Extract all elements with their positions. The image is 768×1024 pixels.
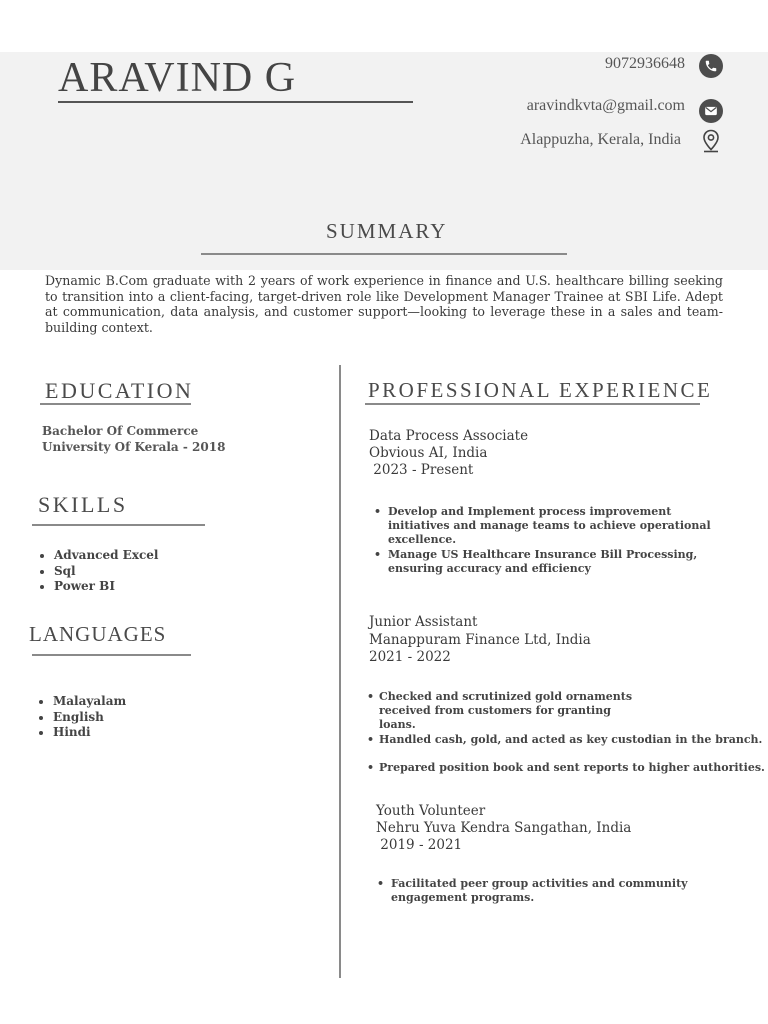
job-company: Manappuram Finance Ltd, India [369,632,591,648]
language-item: • English [53,710,126,726]
skill-item: • Advanced Excel [54,548,158,564]
mail-icon [699,99,723,123]
location: Alappuzha, Kerala, India [520,131,681,148]
job-period: 2021 - 2022 [369,649,451,665]
language-item: • Hindi [53,725,126,741]
phone-icon [699,54,723,78]
name-underline [58,101,413,103]
job-bullet: • Develop and Implement process improvement initiatives and manage teams to achieve operational excellence. [374,505,711,546]
skill-item: • Power BI [54,579,158,595]
job-company: Obvious AI, India [369,445,488,461]
education-degree: Bachelor Of Commerce [42,424,199,438]
job-role: Junior Assistant [369,614,478,630]
job-bullet: • Manage US Healthcare Insurance Bill Processing, ensuring accuracy and efficiency [374,548,698,575]
candidate-name: ARAVIND G [58,55,297,101]
languages-rule [32,654,191,656]
email-address: aravindkvta@gmail.com [526,97,685,114]
job-period: 2023 - Present [369,462,474,478]
summary-text: Dynamic B.Com graduate with 2 years of work experience in finance and U.S. healthcare billing seeking to transition into a client-facing, target-driven role like Development Manager Trainee at SBI Life. Adept at communication, data analysis, and customer support—looking to leverage these in a sales and team-building context. [45,273,723,335]
skill-item: • Sql [54,564,158,580]
job-bullet: • Checked and scrutinized gold ornaments received from customers for granting loans. [367,690,633,731]
job-bullet: • Handled cash, gold, and acted as key custodian in the branch. [367,733,763,746]
education-rule [40,403,191,405]
languages-list [39,694,126,741]
phone-number: 9072936648 [605,55,685,72]
skills-list [40,548,158,595]
summary-rule [201,253,567,255]
skills-rule [32,524,205,526]
job-company: Nehru Yuva Kendra Sangathan, India [376,820,632,836]
education-heading: EDUCATION [45,378,194,403]
experience-rule [365,403,700,405]
job-role: Youth Volunteer [376,803,486,819]
job-period: 2019 - 2021 [376,837,463,853]
column-divider [339,365,341,978]
summary-heading: SUMMARY [326,219,448,243]
experience-heading: PROFESSIONAL EXPERIENCE [368,378,713,402]
skills-heading: SKILLS [38,492,128,517]
location-pin-icon [700,129,722,153]
education-institution: University Of Kerala - 2018 [42,440,226,454]
job-bullet: • Facilitated peer group activities and community engagement programs. [377,877,688,904]
languages-heading: LANGUAGES [29,622,167,646]
job-role: Data Process Associate [369,428,529,444]
job-bullet: • Prepared position book and sent reports to higher authorities. [367,761,765,774]
language-item: • Malayalam [53,694,126,710]
